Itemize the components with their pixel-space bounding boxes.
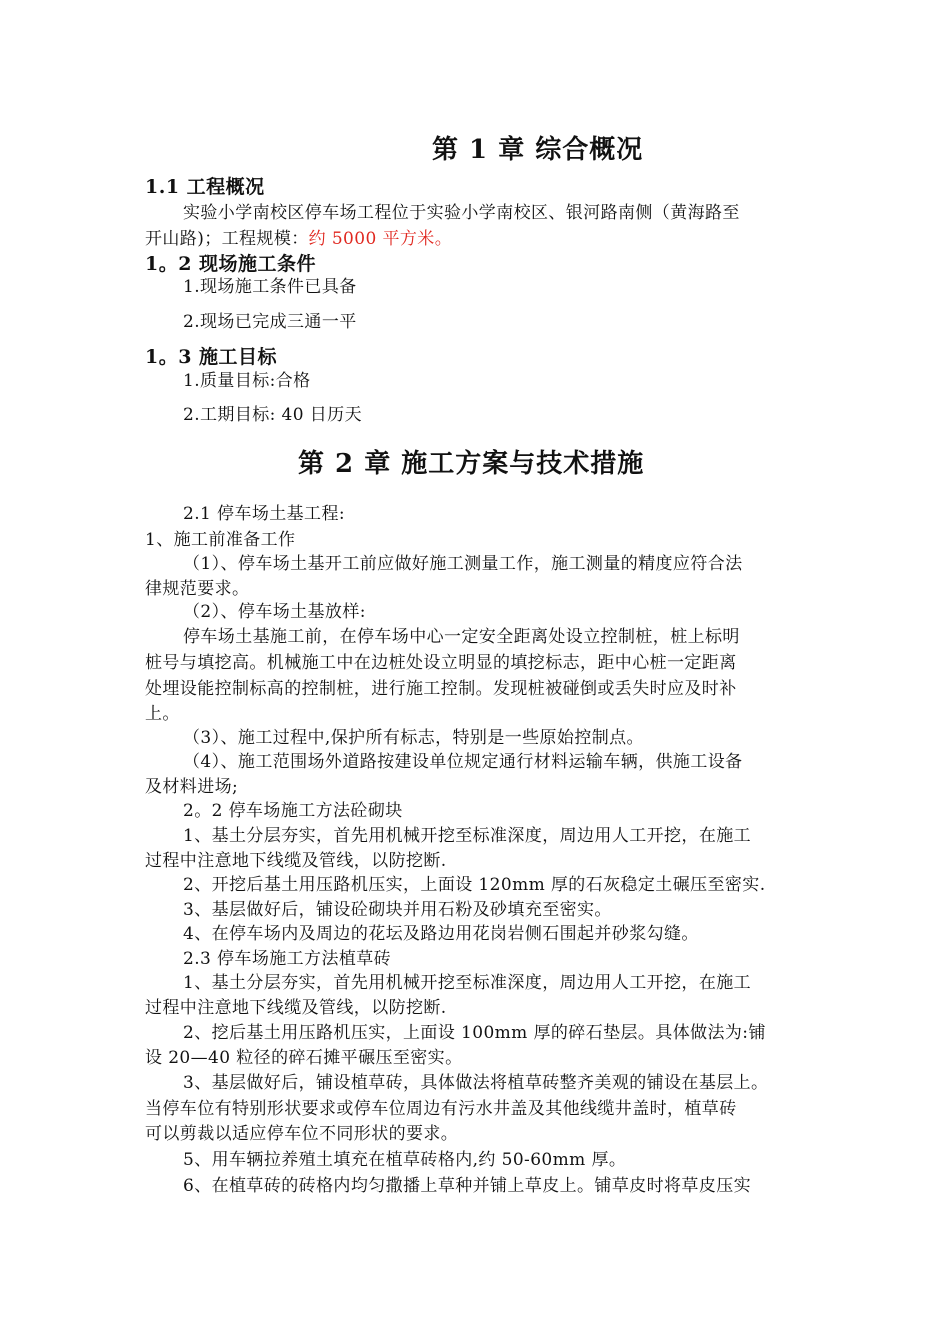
chapter-1-title: 第 1 章 综合概况 [432, 135, 644, 165]
section-1-3-heading: 1。3 施工目标 [145, 346, 278, 368]
section-1-1-line-1: 实验小学南校区停车场工程位于实验小学南校区、银河路南侧（黄海路至 [183, 203, 740, 223]
chapter-2-line: （4）、施工范围场外道路按建设单位规定通行材料运输车辆，供施工设备 [183, 752, 743, 772]
project-scale-value: 约 5000 平方米。 [308, 229, 453, 249]
chapter-2-line: 2.3 停车场施工方法植草砖 [183, 949, 392, 969]
chapter-2-line: 过程中注意地下线缆及管线，以防挖断. [145, 851, 447, 871]
section-1-3-item-2: 2.工期目标: 40 日历天 [183, 405, 362, 425]
chapter-2-line: 6、在植草砖的砖格内均匀撒播上草种并铺上草皮上。铺草皮时将草皮压实 [183, 1176, 752, 1196]
section-1-2-item-2: 2.现场已完成三通一平 [183, 312, 357, 332]
section-1-1-line-2 [145, 228, 452, 250]
chapter-2-line: 1、施工前准备工作 [145, 530, 296, 550]
chapter-2-line: 1、基土分层夯实，首先用机械开挖至标准深度，周边用人工开挖，在施工 [183, 826, 752, 846]
project-scale-label: 开山路)；工程规模： [145, 229, 309, 249]
chapter-2-line: 2.1 停车场土基工程: [183, 504, 345, 524]
chapter-2-line: 律规范要求。 [145, 579, 250, 599]
section-1-2-item-1: 1.现场施工条件已具备 [183, 277, 357, 297]
chapter-2-line: 3、基层做好后，铺设植草砖，具体做法将植草砖整齐美观的铺设在基层上。 [183, 1073, 769, 1093]
chapter-2-line: 1、基土分层夯实，首先用机械开挖至标准深度，周边用人工开挖，在施工 [183, 973, 752, 993]
chapter-2-line: 2、挖后基土用压路机压实，上面设 100mm 厚的碎石垫层。具体做法为:铺 [183, 1023, 766, 1043]
chapter-2-line: 过程中注意地下线缆及管线，以防挖断. [145, 998, 447, 1018]
chapter-2-line: 3、基层做好后，铺设砼砌块并用石粉及砂填充至密实。 [183, 900, 612, 920]
chapter-2-line: 可以剪裁以适应停车位不同形状的要求。 [145, 1124, 459, 1144]
section-1-2-heading: 1。2 现场施工条件 [145, 253, 317, 275]
section-1-3-item-1: 1.质量目标:合格 [183, 371, 311, 391]
chapter-2-line: 设 20—40 粒径的碎石摊平碾压至密实。 [145, 1048, 463, 1068]
chapter-2-line: 5、用车辆拉养殖土填充在植草砖格内,约 50-60mm 厚。 [183, 1150, 627, 1170]
section-1-1-heading: 1.1 工程概况 [145, 176, 265, 198]
chapter-2-title: 第 2 章 施工方案与技术措施 [298, 449, 645, 479]
chapter-2-line: 上。 [145, 704, 180, 724]
chapter-2-line: 停车场土基施工前，在停车场中心一定安全距离处设立控制桩，桩上标明 [183, 627, 740, 647]
chapter-2-line: 及材料进场; [145, 777, 239, 797]
chapter-2-line: （3）、施工过程中,保护所有标志，特别是一些原始控制点。 [183, 728, 644, 748]
chapter-2-line: （2）、停车场土基放样: [183, 602, 366, 622]
chapter-2-line: 4、在停车场内及周边的花坛及路边用花岗岩侧石围起并砂浆勾缝。 [183, 924, 699, 944]
chapter-2-line: 2。2 停车场施工方法砼砌块 [183, 801, 403, 821]
chapter-2-line: （1）、停车场土基开工前应做好施工测量工作，施工测量的精度应符合法 [183, 554, 743, 574]
chapter-2-line: 2、开挖后基土用压路机压实，上面设 120mm 厚的石灰稳定土碾压至密实. [183, 875, 766, 895]
chapter-2-line: 处埋设能控制标高的控制桩，进行施工控制。发现桩被碰倒或丢失时应及时补 [145, 679, 737, 699]
chapter-2-line: 桩号与填挖高。机械施工中在边桩处设立明显的填挖标志，距中心桩一定距离 [145, 653, 737, 673]
chapter-2-line: 当停车位有特别形状要求或停车位周边有污水井盖及其他线缆井盖时，植草砖 [145, 1099, 737, 1119]
